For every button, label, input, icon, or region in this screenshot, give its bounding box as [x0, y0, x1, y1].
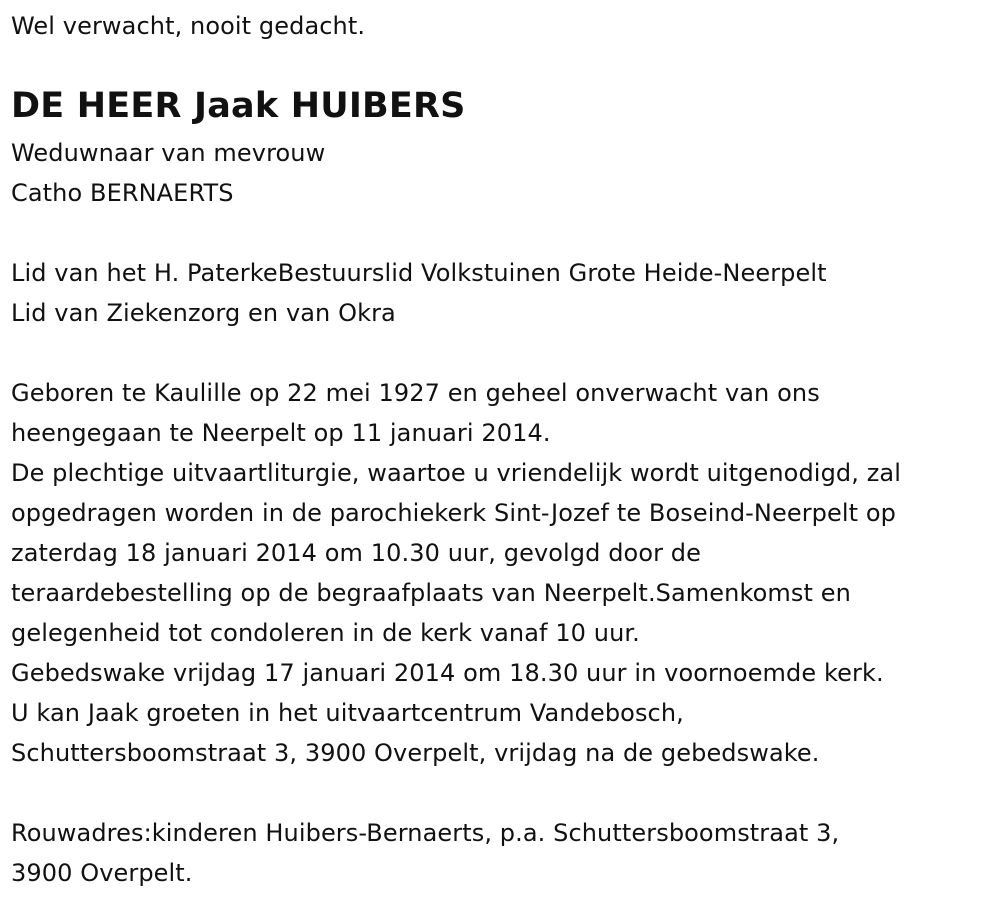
- details-line: Gebedswake vrijdag 17 januari 2014 om 18.30 uur in voornoemde kerk.: [11, 659, 884, 687]
- details-line: Geboren te Kaulille op 22 mei 1927 en geheel onverwacht van ons: [11, 379, 820, 407]
- details-line: opgedragen worden in de parochiekerk Sint-Jozef te Boseind-Neerpelt op: [11, 499, 897, 527]
- details-line: heengegaan te Neerpelt op 11 januari 2014.: [11, 419, 551, 447]
- address-block: [11, 813, 839, 893]
- motto: Wel verwacht, nooit gedacht.: [11, 12, 366, 40]
- spouse-block: [11, 133, 325, 213]
- address-line: Rouwadres:kinderen Huibers-Bernaerts, p.a. Schuttersboomstraat 3,: [11, 819, 840, 847]
- details-line: De plechtige uitvaartliturgie, waartoe u vriendelijk wordt uitgenodigd, zal: [11, 459, 901, 487]
- details-block: [11, 373, 901, 773]
- spouse-line: Weduwnaar van mevrouw: [11, 139, 326, 167]
- details-line: U kan Jaak groeten in het uitvaartcentrum Vandebosch,: [11, 699, 684, 727]
- membership-line: Lid van het H. PaterkeBestuurslid Volkstuinen Grote Heide-Neerpelt: [11, 259, 827, 287]
- details-line: teraardebestelling op de begraafplaats van Neerpelt.Samenkomst en: [11, 579, 851, 607]
- deceased-name: DE HEER Jaak HUIBERS: [11, 86, 466, 126]
- details-line: gelegenheid tot condoleren in de kerk vanaf 10 uur.: [11, 619, 640, 647]
- spouse-line: Catho BERNAERTS: [11, 179, 234, 207]
- details-line: zaterdag 18 januari 2014 om 10.30 uur, gevolgd door de: [11, 539, 701, 567]
- membership-line: Lid van Ziekenzorg en van Okra: [11, 299, 396, 327]
- memberships-block: [11, 253, 827, 333]
- address-line: 3900 Overpelt.: [11, 859, 193, 887]
- details-line: Schuttersboomstraat 3, 3900 Overpelt, vrijdag na de gebedswake.: [11, 739, 820, 767]
